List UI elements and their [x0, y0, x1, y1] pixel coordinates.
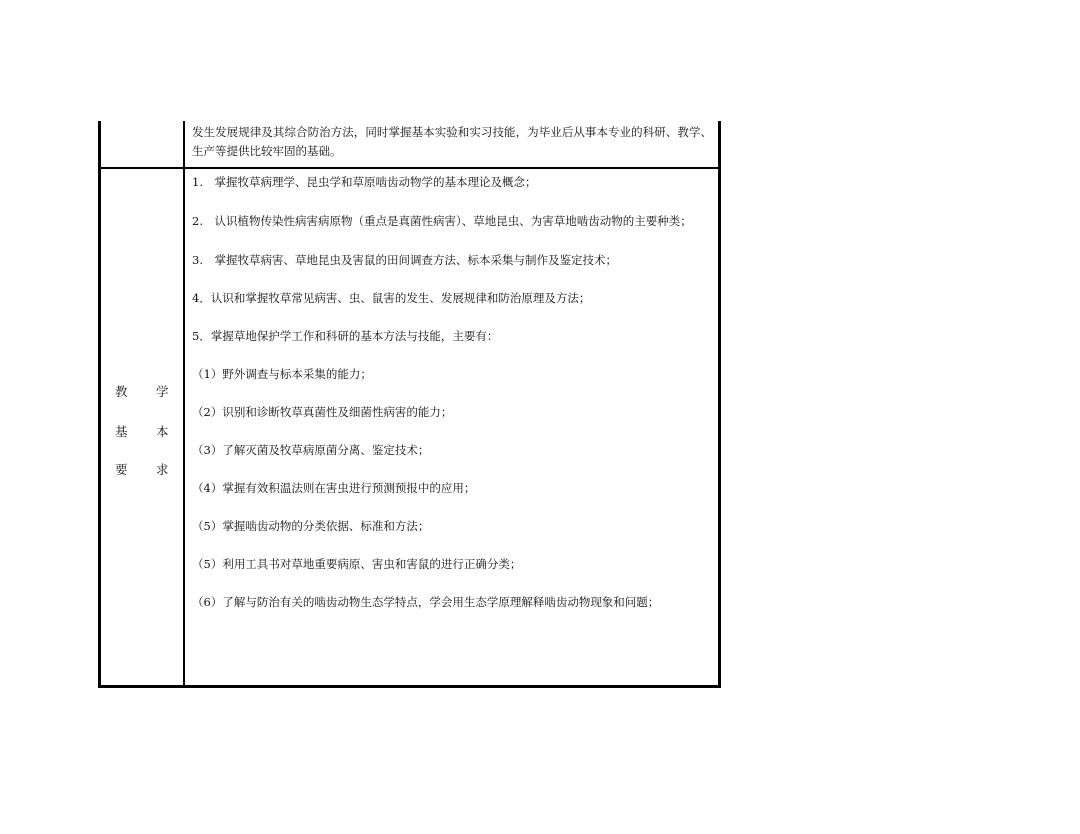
course-table [98, 121, 721, 688]
section-label-char: 学 [156, 384, 169, 399]
section-label-char: 基 [115, 424, 128, 439]
section-label-char: 求 [156, 462, 169, 477]
table-right-border [718, 121, 721, 688]
requirement-item: 4．认识和掌握牧草常见病害、虫、鼠害的发生、发展规律和防治原理及方法； [192, 291, 591, 305]
table-bottom-border [98, 685, 721, 688]
requirement-item: 3. 掌握牧草病害、草地昆虫及害鼠的田间调查方法、标本采集与制作及鉴定技术； [192, 253, 617, 267]
column-divider [183, 121, 185, 688]
requirement-item: （2）识别和诊断牧草真菌性及细菌性病害的能力； [192, 405, 453, 419]
section-label-char: 要 [115, 462, 128, 477]
requirement-item: （3）了解灭菌及牧草病原菌分离、鉴定技术； [192, 443, 430, 457]
requirement-item: （5）利用工具书对草地重要病原、害虫和害鼠的进行正确分类； [192, 557, 522, 571]
requirement-item: 5．掌握草地保护学工作和科研的基本方法与技能，主要有： [192, 329, 499, 343]
requirement-item: 2. 认识植物传染性病害病原物（重点是真菌性病害）、草地昆虫、为害草地啮齿动物的主要种类； [192, 214, 692, 228]
section-label-char: 教 [115, 384, 128, 399]
requirement-item: （4）掌握有效积温法则在害虫进行预测预报中的应用； [192, 481, 476, 495]
requirement-item: （5）掌握啮齿动物的分类依据、标准和方法； [192, 519, 430, 533]
table-left-border [98, 121, 101, 688]
objectives-continuation-text: 发生发展规律及其综合防治方法，同时掌握基本实验和实习技能，为毕业后从事本专业的科研、教学、生产等提供比较牢固的基础。 [192, 125, 712, 158]
requirement-item: （6）了解与防治有关的啮齿动物生态学特点，学会用生态学原理解释啮齿动物现象和问题； [192, 595, 660, 609]
requirement-item: 1. 掌握牧草病理学、昆虫学和草原啮齿动物学的基本理论及概念； [192, 175, 537, 189]
section-label-char: 本 [156, 424, 169, 439]
row-divider [98, 167, 721, 169]
requirements-list [192, 173, 712, 612]
requirement-item: （1）野外调查与标本采集的能力； [192, 367, 372, 381]
